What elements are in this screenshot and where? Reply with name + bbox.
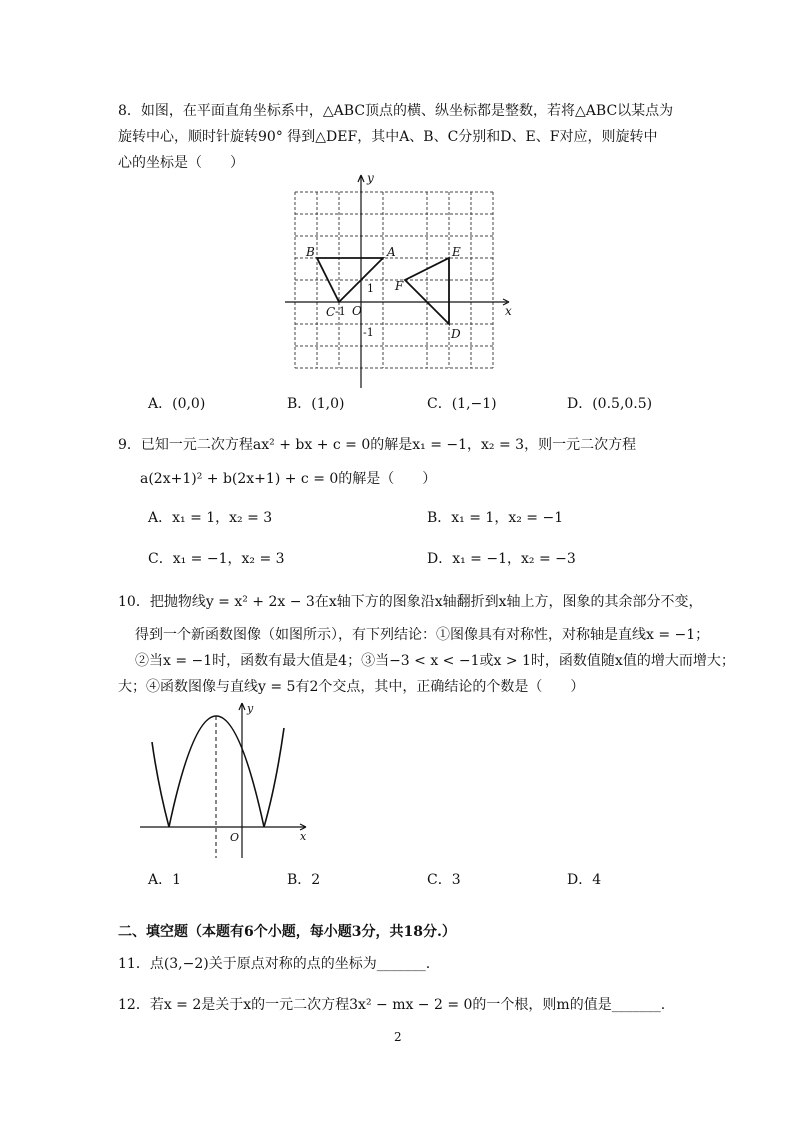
q10-graph-figure xyxy=(140,700,320,860)
graph-label-y: y xyxy=(247,702,254,715)
q9-option-d: D．x₁ = −1，x₂ = −3 xyxy=(427,551,576,567)
label-e: E xyxy=(452,245,461,259)
q12-text: 12．若x = 2是关于x的一元二次方程3x² − mx − 2 = 0的一个根，则m的值是_______. xyxy=(118,997,666,1013)
q11-text: 11．点(3,−2)关于原点对称的点的坐标为_______. xyxy=(118,956,431,972)
page-number: 2 xyxy=(394,1030,402,1044)
q10-line1: 10．把抛物线y = x² + 2x − 3在x轴下方的图象沿x轴翻折到x轴上方，图象的其余部分不变， xyxy=(118,594,703,610)
label-f: F xyxy=(395,279,404,293)
folded-parabola-curve xyxy=(152,716,284,827)
q8-line2: 旋转中心，顺时针旋转90° 得到△DEF，其中A、B、C分别和D、E、F对应，则旋转中 xyxy=(118,129,658,145)
q10-line3: ②当x = −1时，函数有最大值是4；③当−3 < x < −1或x > 1时，函数值随x值的增大而增大； xyxy=(135,653,735,669)
tick-1: 1 xyxy=(367,282,374,295)
q9-line2: a(2x+1)² + b(2x+1) + c = 0的解是（ ） xyxy=(140,471,437,487)
q10-option-a: A．1 xyxy=(148,872,182,888)
tick-neg1-x: -1 xyxy=(335,305,346,318)
q9-line1: 9．已知一元二次方程ax² + bx + c = 0的解是x₁ = −1，x₂ = 3，则一元二次方程 xyxy=(118,437,637,453)
q10-option-d: D．4 xyxy=(567,872,602,888)
label-y-axis: y xyxy=(367,172,374,185)
label-origin: O xyxy=(352,304,362,318)
graph-label-origin: O xyxy=(230,831,240,844)
q8-option-d: D．(0.5,0.5) xyxy=(567,396,653,412)
label-d: D xyxy=(451,327,461,341)
q9-option-b: B．x₁ = 1，x₂ = −1 xyxy=(427,510,564,526)
graph-label-x: x xyxy=(300,830,307,843)
q9-option-a: A．x₁ = 1，x₂ = 3 xyxy=(148,510,273,526)
q10-line4: 大；④函数图像与直线y = 5有2个交点，其中，正确结论的个数是（ ） xyxy=(118,679,585,695)
q10-option-c: C．3 xyxy=(427,872,461,888)
q10-option-b: B．2 xyxy=(287,872,321,888)
section-heading: 二、填空题（本题有6个小题，每小题3分，共18分.） xyxy=(118,924,456,940)
q8-line1: 8．如图，在平面直角坐标系中，△ABC顶点的横、纵坐标都是整数，若将△ABC以某点为 xyxy=(118,103,674,119)
q8-option-c: C．(1,−1) xyxy=(427,396,497,412)
q8-option-a: A．(0,0) xyxy=(148,396,206,412)
label-b: B xyxy=(306,245,315,259)
q8-option-b: B．(1,0) xyxy=(287,396,345,412)
q9-option-c: C．x₁ = −1，x₂ = 3 xyxy=(148,551,285,567)
label-x-axis: x xyxy=(505,304,512,318)
tick-neg1-y: -1 xyxy=(363,326,374,339)
label-c: C xyxy=(326,305,336,319)
q8-line3: 心的坐标是（ ） xyxy=(118,155,244,171)
label-a: A xyxy=(387,245,396,259)
q10-line2: 得到一个新函数图像（如图所示），有下列结论：①图像具有对称性，对称轴是直线x = −1； xyxy=(135,627,710,643)
q8-coordinate-figure xyxy=(285,172,515,392)
